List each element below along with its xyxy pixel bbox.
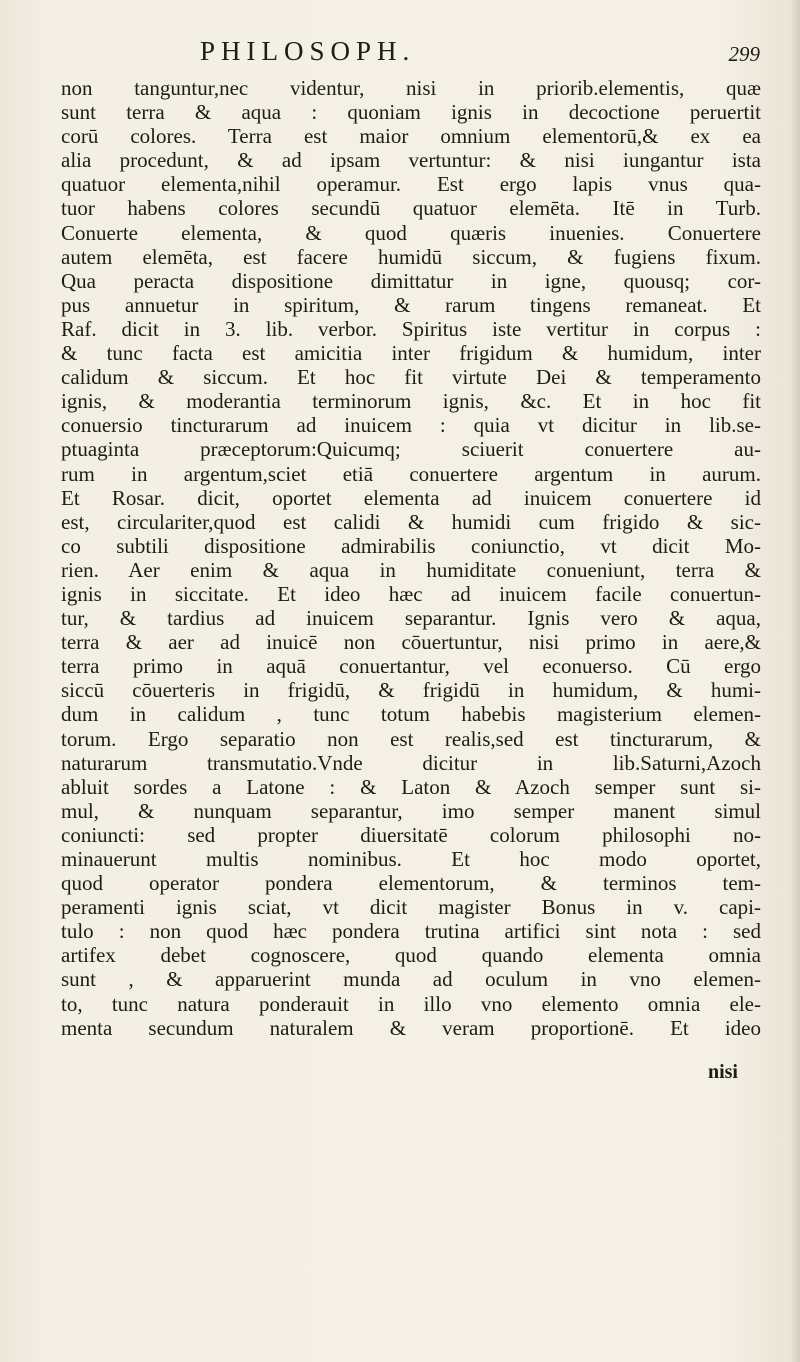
text-line: quod operator pondera elementorum, & terminos tem- <box>61 871 761 896</box>
text-line: peramenti ignis sciat, vt dicit magister Bonus in v. capi- <box>61 895 761 920</box>
text-line: siccū cōuerteris in frigidū, & frigidū in humidum, & humi- <box>61 678 761 703</box>
text-line: est, circulariter,quod est calidi & humidi cum frigido & sic- <box>61 509 761 534</box>
text-line: rum in argentum,sciet etiā conuertere argentum in aurum. <box>61 461 761 486</box>
text-line: artifex debet cognoscere, quod quando elementa omnia <box>61 943 761 968</box>
text-line: autem elemēta, est facere humidū siccum, & fugiens fixum. <box>61 244 761 269</box>
text-line: sunt terra & aqua : quoniam ignis in decoctione peruertit <box>61 100 761 125</box>
text-line: ignis, & moderantia terminorum ignis, &c. Et in hoc fit <box>61 389 761 414</box>
body-text <box>61 76 761 1040</box>
text-line: non tanguntur,nec videntur, nisi in priorib.elementis, quæ <box>61 76 761 100</box>
text-line: to, tunc natura ponderauit in illo vno elemento omnia ele- <box>61 991 761 1016</box>
text-line: dum in calidum , tunc totum habebis magisterium elemen- <box>61 702 761 727</box>
text-line: ignis in siccitate. Et ideo hæc ad inuicem facile conuertun- <box>61 581 761 606</box>
text-line: mul, & nunquam separantur, imo semper manent simul <box>61 798 761 823</box>
text-line: terra primo in aquā conuertantur, vel econuerso. Cū ergo <box>61 654 761 679</box>
text-line: abluit sordes a Latone : & Laton & Azoch semper sunt si- <box>61 774 761 799</box>
text-line: tur, & tardius ad inuicem separantur. Ignis vero & aqua, <box>61 606 761 631</box>
text-line: coniuncti: sed propter diuersitatē colorum philosophi no- <box>61 822 761 847</box>
page-header <box>60 36 760 76</box>
page-number: 299 <box>728 42 760 66</box>
text-line: co subtili dispositione admirabilis coniunctio, vt dicit Mo- <box>61 533 761 558</box>
text-line: calidum & siccum. Et hoc fit virtute Dei & temperamento <box>61 365 761 390</box>
text-line: pus annuetur in spiritum, & rarum tingens remaneat. Et <box>61 292 761 317</box>
text-line: tuor habens colores secundū quatuor elemēta. Itē in Turb. <box>61 196 761 221</box>
text-line: tulo : non quod hæc pondera trutina artifici sint nota : sed <box>61 919 761 944</box>
text-line: & tunc facta est amicitia inter frigidum & humidum, inter <box>61 341 761 366</box>
running-title: PHILOSOPH. <box>200 36 416 66</box>
text-line: torum. Ergo separatio non est realis,sed est tincturarum, & <box>61 726 761 751</box>
text-line: Qua peracta dispositione dimittatur in igne, quousq; cor- <box>61 268 761 293</box>
text-line: naturarum transmutatio.Vnde dicitur in lib.Saturni,Azoch <box>61 750 761 775</box>
text-line: conuersio tincturarum ad inuicem : quia vt dicitur in lib.se- <box>61 413 761 438</box>
text-line: sunt , & apparuerint munda ad oculum in vno elemen- <box>61 967 761 992</box>
text-line: rien. Aer enim & aqua in humiditate conueniunt, terra & <box>61 557 761 582</box>
text-line: Conuerte elementa, & quod quæris inuenies. Conuertere <box>61 220 761 245</box>
text-line: menta secundum naturalem & veram proportionē. Et ideo <box>61 1015 761 1040</box>
text-line: quatuor elementa,nihil operamur. Est ergo lapis vnus qua- <box>61 172 761 197</box>
text-line: ptuaginta præceptorum:Quicumq; sciuerit conuertere au- <box>61 437 761 462</box>
text-line: alia procedunt, & ad ipsam vertuntur: & nisi iungantur ista <box>61 148 761 173</box>
catchword: nisi <box>707 1061 738 1083</box>
text-line: terra & aer ad inuicē non cōuertuntur, nisi primo in aere,& <box>61 630 761 655</box>
text-line: minauerunt multis nominibus. Et hoc modo oportet, <box>61 847 761 871</box>
text-line: corū colores. Terra est maior omnium elementorū,& ex ea <box>61 124 761 149</box>
text-line: Et Rosar. dicit, oportet elementa ad inuicem conuertere id <box>61 485 761 510</box>
page-edge-shadow <box>790 0 800 1362</box>
text-line: Raf. dicit in 3. lib. verbor. Spiritus iste vertitur in corpus : <box>61 316 761 341</box>
